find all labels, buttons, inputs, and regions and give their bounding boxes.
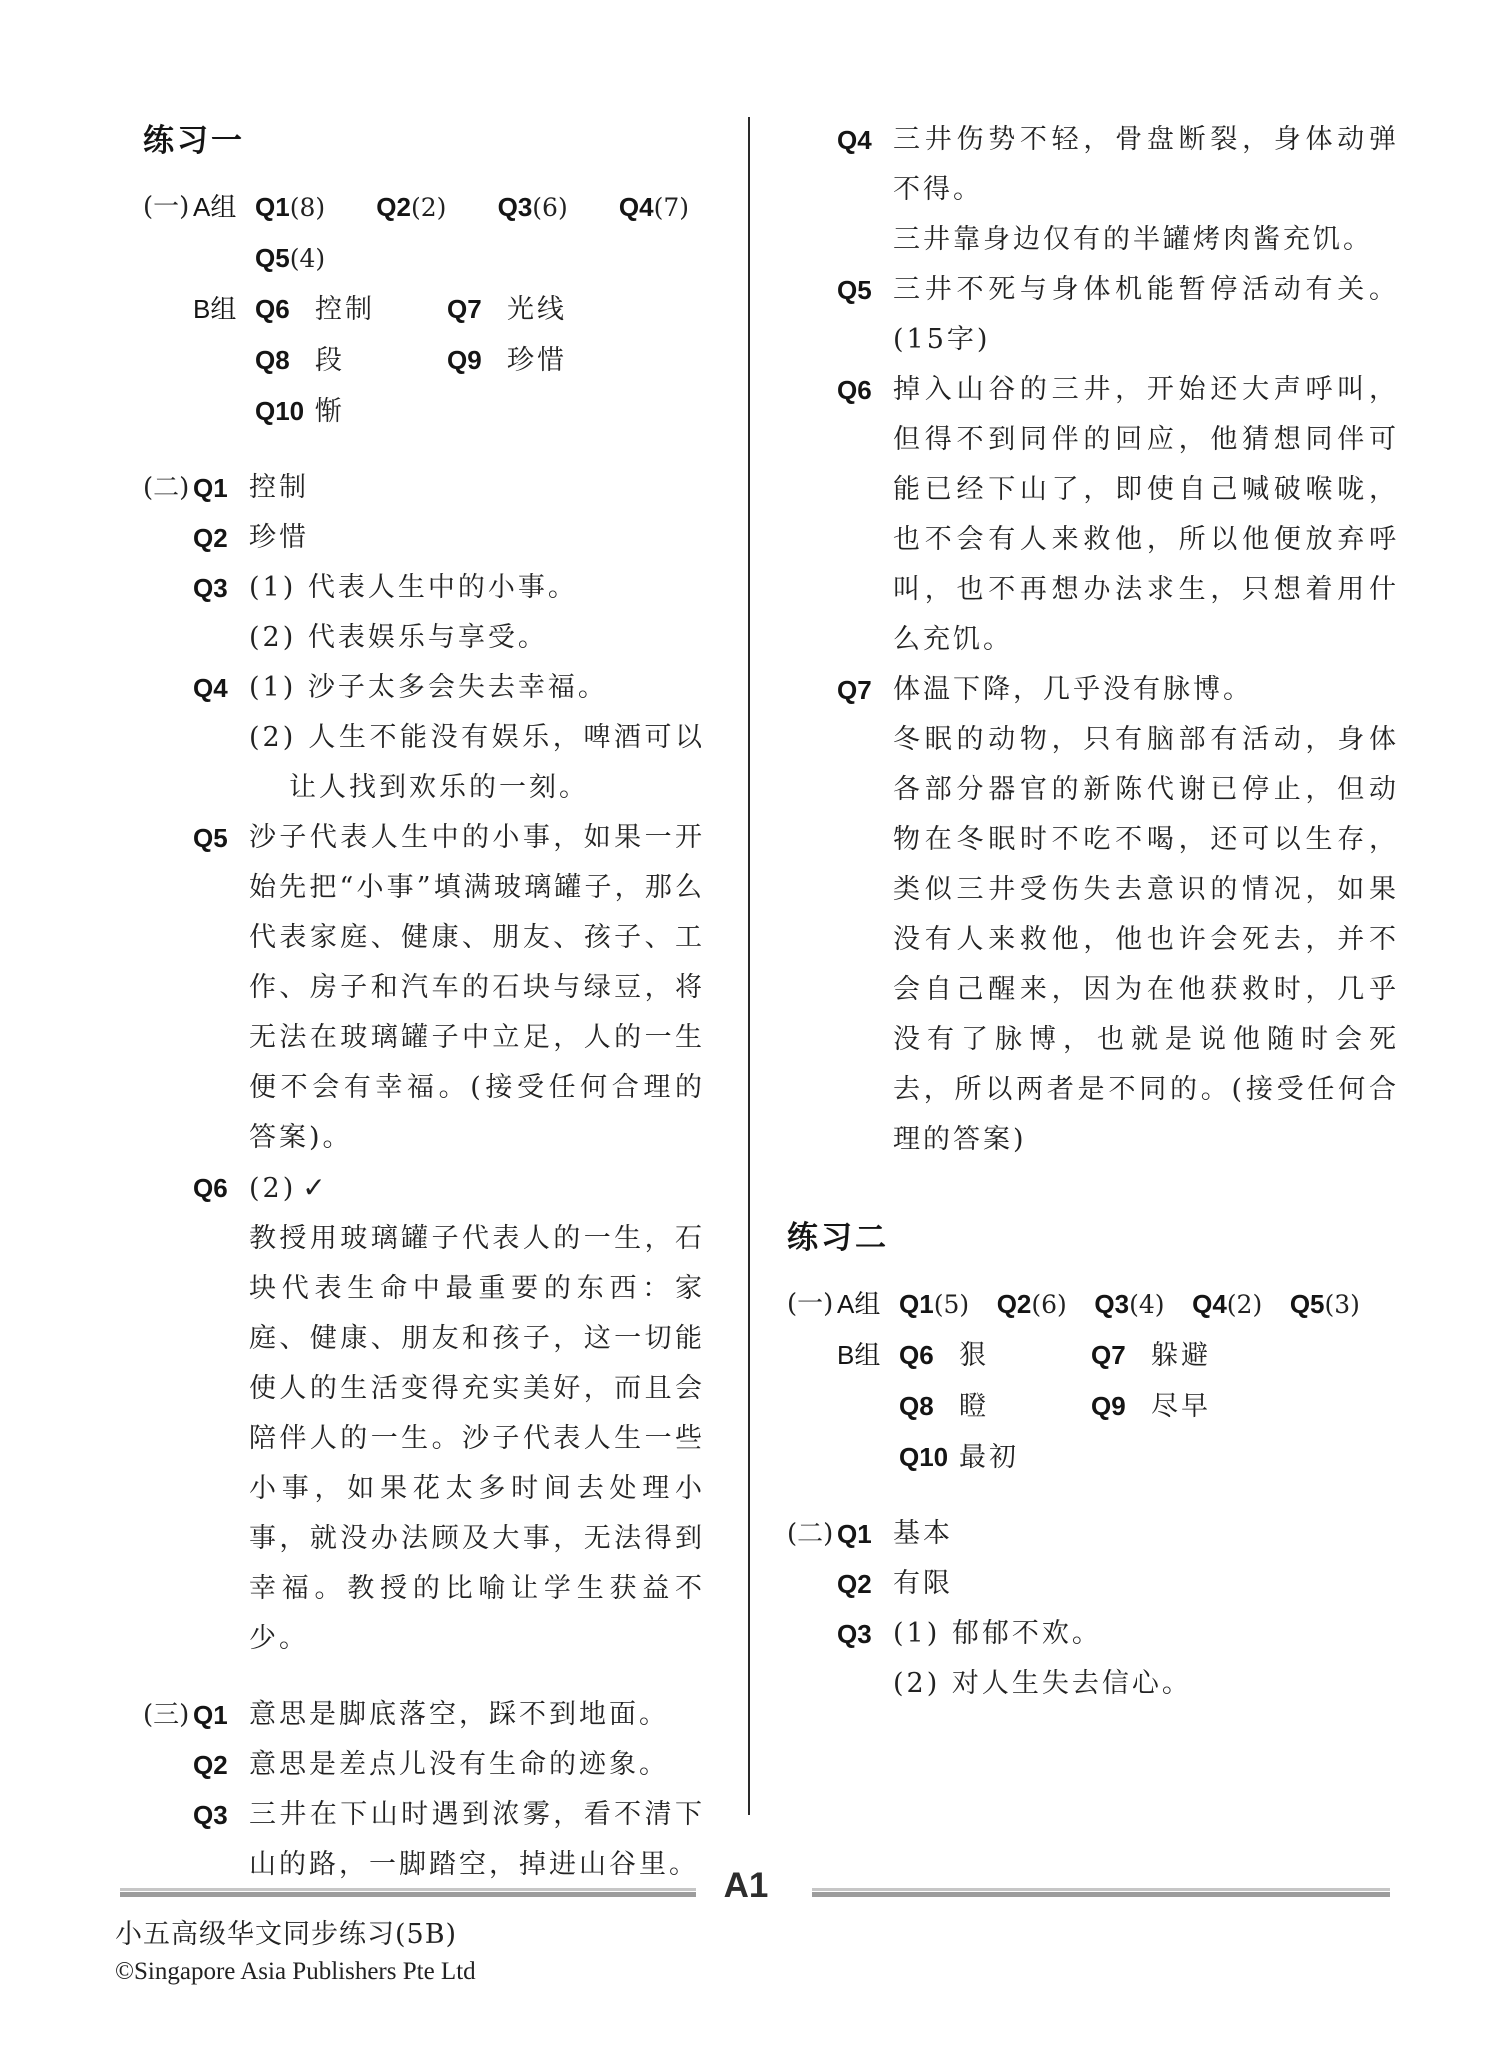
answer-word: 惭 [315,396,345,427]
explanation-text: 教授用玻璃罐子代表人的一生，石块代表生命中最重要的东西：家庭、健康、朋友和孩子，这一切能使人的生活变得充实美好，而且会陪伴人的一生。沙子代表人生一些小事，如果花太多时间去处理小事，就没办法顾及大事，无法得到幸福。教授的比喻让学生获益不少。 [249,1223,705,1654]
group-b-answers [255,284,705,335]
question-label: Q2 [837,1569,872,1599]
mcq-answer: Q4(7) [618,192,689,222]
sub-answer: (1) 沙子太多会失去幸福。 [249,672,608,703]
question-label: Q8 [899,1391,934,1421]
ex1-part1-group-b-row [143,386,705,437]
answer-text: 有限 [893,1568,953,1599]
question-label: Q4 [193,673,228,703]
section-marker: (三) [143,1700,190,1730]
question-label: Q3 [193,573,228,603]
question-label: Q8 [255,345,290,375]
question-label: Q7 [837,675,872,705]
sub-answer: (1) 代表人生中的小事。 [249,572,578,603]
answer-text [249,1163,705,1664]
answer-entry [787,1559,1399,1609]
mcq-answer: Q1(8) [255,192,326,222]
question-label: Q10 [899,1442,949,1472]
question-label: Q9 [447,345,482,375]
page-number: A1 [723,1866,769,1905]
answer-word: 控制 [315,294,375,325]
mcq-answer: Q3(6) [497,192,568,222]
group-b-answers [255,386,705,437]
answer-word: 狠 [959,1340,989,1371]
answer-entry [143,463,705,513]
answer-entry [143,663,705,813]
answer-word: 尽早 [1151,1391,1211,1422]
question-label: Q2 [193,1750,228,1780]
ex2-part1-group-b-row [787,1432,1399,1483]
answer-entry [143,1740,705,1790]
answer-text [893,1609,1399,1709]
question-label: Q3 [837,1619,872,1649]
answer-word: 段 [315,345,345,376]
ex2-part1-group-a-row [787,1279,1399,1330]
mcq-answer: Q2(2) [376,192,447,222]
answer-line: 冬眠的动物，只有脑部有活动，身体各部分器官的新陈代谢已停止，但动物在冬眠时不吃不喝，还可以生存，类似三井受伤失去意识的情况，如果没有人来救他，他也许会死去，并不会自己醒来，因为在他获救时，几乎没有了脉博，也就是说他随时会死去，所以两者是不同的。(接受任何合理的答案) [893,724,1399,1155]
answer-entry [787,115,1399,265]
exercise2-title: 练习二 [787,1220,889,1255]
group-a-label: A组 [193,192,237,222]
ex2-part1-group-b-row [787,1330,1399,1381]
answer-text: 三井在下山时遇到浓雾，看不清下山的路，一脚踏空，掉进山谷里。 [249,1799,705,1880]
answer-line: 体温下降，几乎没有脉博。 [893,674,1253,705]
section-marker: (一) [143,192,190,222]
footer-rule-left [120,1888,696,1897]
section-marker: (二) [143,473,190,503]
question-label: Q2 [193,523,228,553]
group-a-answers [255,182,705,284]
question-label: Q6 [193,1173,228,1203]
section-marker: (二) [787,1519,834,1549]
answer-entry [143,1690,705,1740]
sub-answer: (2) 代表娱乐与享受。 [249,622,548,653]
sub-answer: (2) 人生不能没有娱乐，啤酒可以让人找到欢乐的一刻。 [249,722,705,803]
answer-entry [143,563,705,663]
question-label: Q10 [255,396,305,426]
answer-entry [143,1163,705,1664]
answer-word: 躲避 [1151,1340,1211,1371]
answer-text [249,563,705,663]
ex1-part1-group-a-row [143,182,705,284]
answer-text: 珍惜 [249,522,309,553]
sub-answer: (2) 对人生失去信心。 [893,1668,1192,1699]
answer-text: 控制 [249,472,309,503]
question-label: Q9 [1091,1391,1126,1421]
mcq-answer: Q5(4) [255,243,326,273]
section-marker: (一) [787,1289,834,1319]
check-icon: ✓ [302,1171,326,1204]
mcq-answer: Q4(2) [1192,1289,1263,1319]
answer-text [249,663,705,813]
answer-entry [787,265,1399,365]
answer-entry [787,1609,1399,1709]
choice-value: (2) [249,1173,297,1204]
answer-text: 意思是差点儿没有生命的迹象。 [249,1749,669,1780]
answer-entry [787,1509,1399,1559]
footer-rule-right [812,1888,1390,1897]
question-label: Q6 [255,294,290,324]
question-label: Q6 [899,1340,934,1370]
answer-line: 三井伤势不轻，骨盘断裂，身体动弹不得。 [893,124,1399,205]
question-label: Q1 [837,1519,872,1549]
answer-entry [787,665,1399,1165]
answer-text [893,665,1399,1165]
group-b-label: B组 [837,1340,881,1370]
question-label: Q4 [837,125,872,155]
group-b-answers [899,1432,1399,1483]
answer-text: 沙子代表人生中的小事，如果一开始先把“小事”填满玻璃罐子，那么代表家庭、健康、朋友、孩子、工作、房子和汽车的石块与绿豆，将无法在玻璃罐子中立足，人的一生便不会有幸福。(接受任何合理的答案)。 [249,822,705,1153]
column-divider [748,117,750,1815]
sub-answer: (1) 郁郁不欢。 [893,1618,1102,1649]
ex2-part1-group-b-row [787,1381,1399,1432]
answer-word: 最初 [959,1442,1019,1473]
left-column [143,120,705,1890]
question-label: Q3 [193,1800,228,1830]
question-label: Q5 [193,823,228,853]
answer-entry [143,513,705,563]
ex1-part1-group-b-row [143,335,705,386]
answer-entry [787,365,1399,665]
question-label: Q6 [837,375,872,405]
copyright-notice: ©Singapore Asia Publishers Pte Ltd [115,1958,476,1985]
group-b-answers [255,335,705,386]
answer-text: 三井不死与身体机能暂停活动有关。(15字) [893,274,1399,355]
answer-word: 瞪 [959,1391,989,1422]
answer-entry [143,1790,705,1890]
question-label: Q7 [1091,1340,1126,1370]
right-column [787,115,1399,1709]
mcq-answer: Q5(3) [1289,1289,1360,1319]
answer-text: 基本 [893,1518,953,1549]
answer-text [893,115,1399,265]
book-title: 小五高级华文同步练习(5B) [115,1919,458,1950]
group-b-answers [899,1381,1399,1432]
choice-line [249,1163,705,1214]
answer-entry [143,813,705,1163]
mcq-answer: Q2(6) [996,1289,1067,1319]
question-label: Q1 [193,1700,228,1730]
answer-text: 掉入山谷的三井，开始还大声呼叫，但得不到同伴的回应，他猜想同伴可能已经下山了，即使自己喊破喉咙，也不会有人来救他，所以他便放弃呼叫，也不再想办法求生，只想着用什么充饥。 [893,374,1399,655]
answer-word: 珍惜 [507,345,567,376]
group-b-answers [899,1330,1399,1381]
mcq-answer: Q3(4) [1094,1289,1165,1319]
ex1-part1-group-b-row [143,284,705,335]
answer-line: 三井靠身边仅有的半罐烤肉酱充饥。 [893,224,1373,255]
group-a-answers [899,1279,1399,1330]
exercise1-title: 练习一 [143,123,245,158]
question-label: Q1 [193,473,228,503]
group-b-label: B组 [193,294,237,324]
answer-word: 光线 [507,294,567,325]
question-label: Q7 [447,294,482,324]
group-a-label: A组 [837,1289,881,1319]
question-label: Q5 [837,275,872,305]
mcq-answer: Q1(5) [899,1289,970,1319]
answer-text: 意思是脚底落空，踩不到地面。 [249,1699,669,1730]
